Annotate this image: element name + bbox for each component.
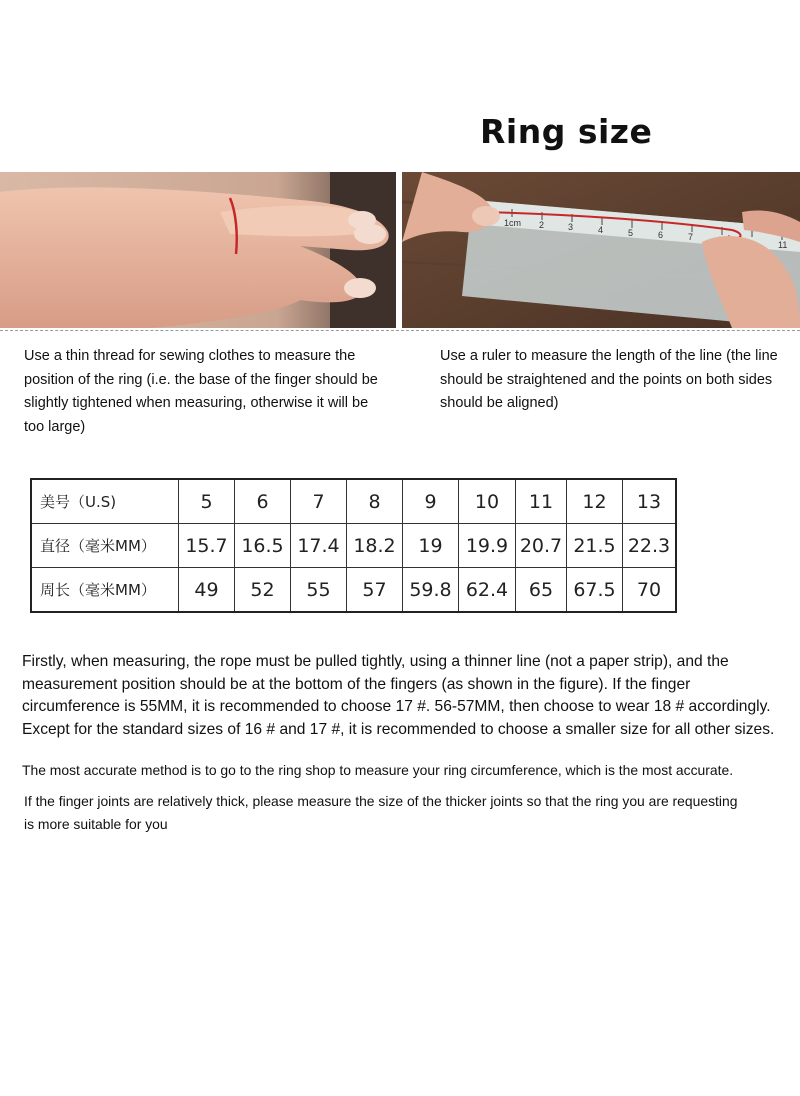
table-cell: 13 bbox=[623, 479, 677, 524]
table-cell: 57 bbox=[347, 568, 403, 613]
row-label-diameter: 直径（毫米MM） bbox=[31, 524, 179, 568]
finger-joint-tip: If the finger joints are relatively thick, please measure the size of the thicker joints so that the ring you are requesting is more suitable for you bbox=[24, 793, 738, 832]
divider-line bbox=[0, 330, 800, 331]
table-row bbox=[31, 479, 676, 524]
table-cell: 7 bbox=[291, 479, 347, 524]
row-label-us-size: 美号（U.S) bbox=[31, 479, 179, 524]
table-row bbox=[31, 524, 676, 568]
table-cell: 9 bbox=[403, 479, 459, 524]
ruler-tick: 4 bbox=[598, 225, 604, 235]
table-cell: 16.5 bbox=[235, 524, 291, 568]
table-cell: 52 bbox=[235, 568, 291, 613]
table-cell: 21.5 bbox=[567, 524, 623, 568]
table-cell: 12 bbox=[567, 479, 623, 524]
ruler-tick: 11 bbox=[778, 240, 788, 250]
table-cell: 8 bbox=[347, 479, 403, 524]
table-cell: 5 bbox=[179, 479, 235, 524]
table-cell: 55 bbox=[291, 568, 347, 613]
page-title: Ring size bbox=[480, 112, 653, 151]
ruler-tick: 3 bbox=[568, 222, 574, 232]
table-cell: 70 bbox=[623, 568, 677, 613]
ring-size-table bbox=[30, 478, 677, 613]
ruler-unit: 1cm bbox=[504, 218, 522, 228]
measuring-instructions: Firstly, when measuring, the rope must be pulled tightly, using a thinner line (not a paper strip), and the measurement position should be at the bottom of the fingers (as shown in the figure). If the finger circumference is 55MM, it is recommended to choose 17 #. 56-57MM, then choose to wear 18 # accordingly. Except for the standard sizes of 16 # and 17 #, it is recommended to choose a smaller size for all other sizes. bbox=[22, 653, 775, 738]
table-cell: 15.7 bbox=[179, 524, 235, 568]
ruler-tick: 5 bbox=[628, 228, 634, 238]
table-cell: 17.4 bbox=[291, 524, 347, 568]
table-cell: 19.9 bbox=[459, 524, 516, 568]
table-cell: 20.7 bbox=[516, 524, 567, 568]
table-cell: 22.3 bbox=[623, 524, 677, 568]
table-cell: 65 bbox=[516, 568, 567, 613]
table-cell: 19 bbox=[403, 524, 459, 568]
table-cell: 62.4 bbox=[459, 568, 516, 613]
caption-thread: Use a thin thread for sewing clothes to measure the position of the ring (i.e. the base of the finger should be slightly tightened when measuring, otherwise it will be too large) bbox=[24, 348, 378, 435]
ring-shop-tip: The most accurate method is to go to the ring shop to measure your ring circumference, which is the most accurate. bbox=[22, 762, 734, 778]
ruler-tick: 6 bbox=[658, 230, 664, 240]
table-cell: 10 bbox=[459, 479, 516, 524]
ruler-tick: 2 bbox=[539, 220, 545, 230]
table-cell: 6 bbox=[235, 479, 291, 524]
ruler-measure-photo bbox=[402, 172, 800, 328]
finger-thread-photo bbox=[0, 172, 396, 328]
table-cell: 67.5 bbox=[567, 568, 623, 613]
ruler-tick: 7 bbox=[688, 232, 694, 242]
table-cell: 49 bbox=[179, 568, 235, 613]
row-label-circumference: 周长（毫米MM） bbox=[31, 568, 179, 613]
table-cell: 59.8 bbox=[403, 568, 459, 613]
table-cell: 11 bbox=[516, 479, 567, 524]
caption-ruler: Use a ruler to measure the length of the line (the line should be straightened and the points on both sides should be aligned) bbox=[440, 348, 778, 411]
table-cell: 18.2 bbox=[347, 524, 403, 568]
table-row bbox=[31, 568, 676, 613]
